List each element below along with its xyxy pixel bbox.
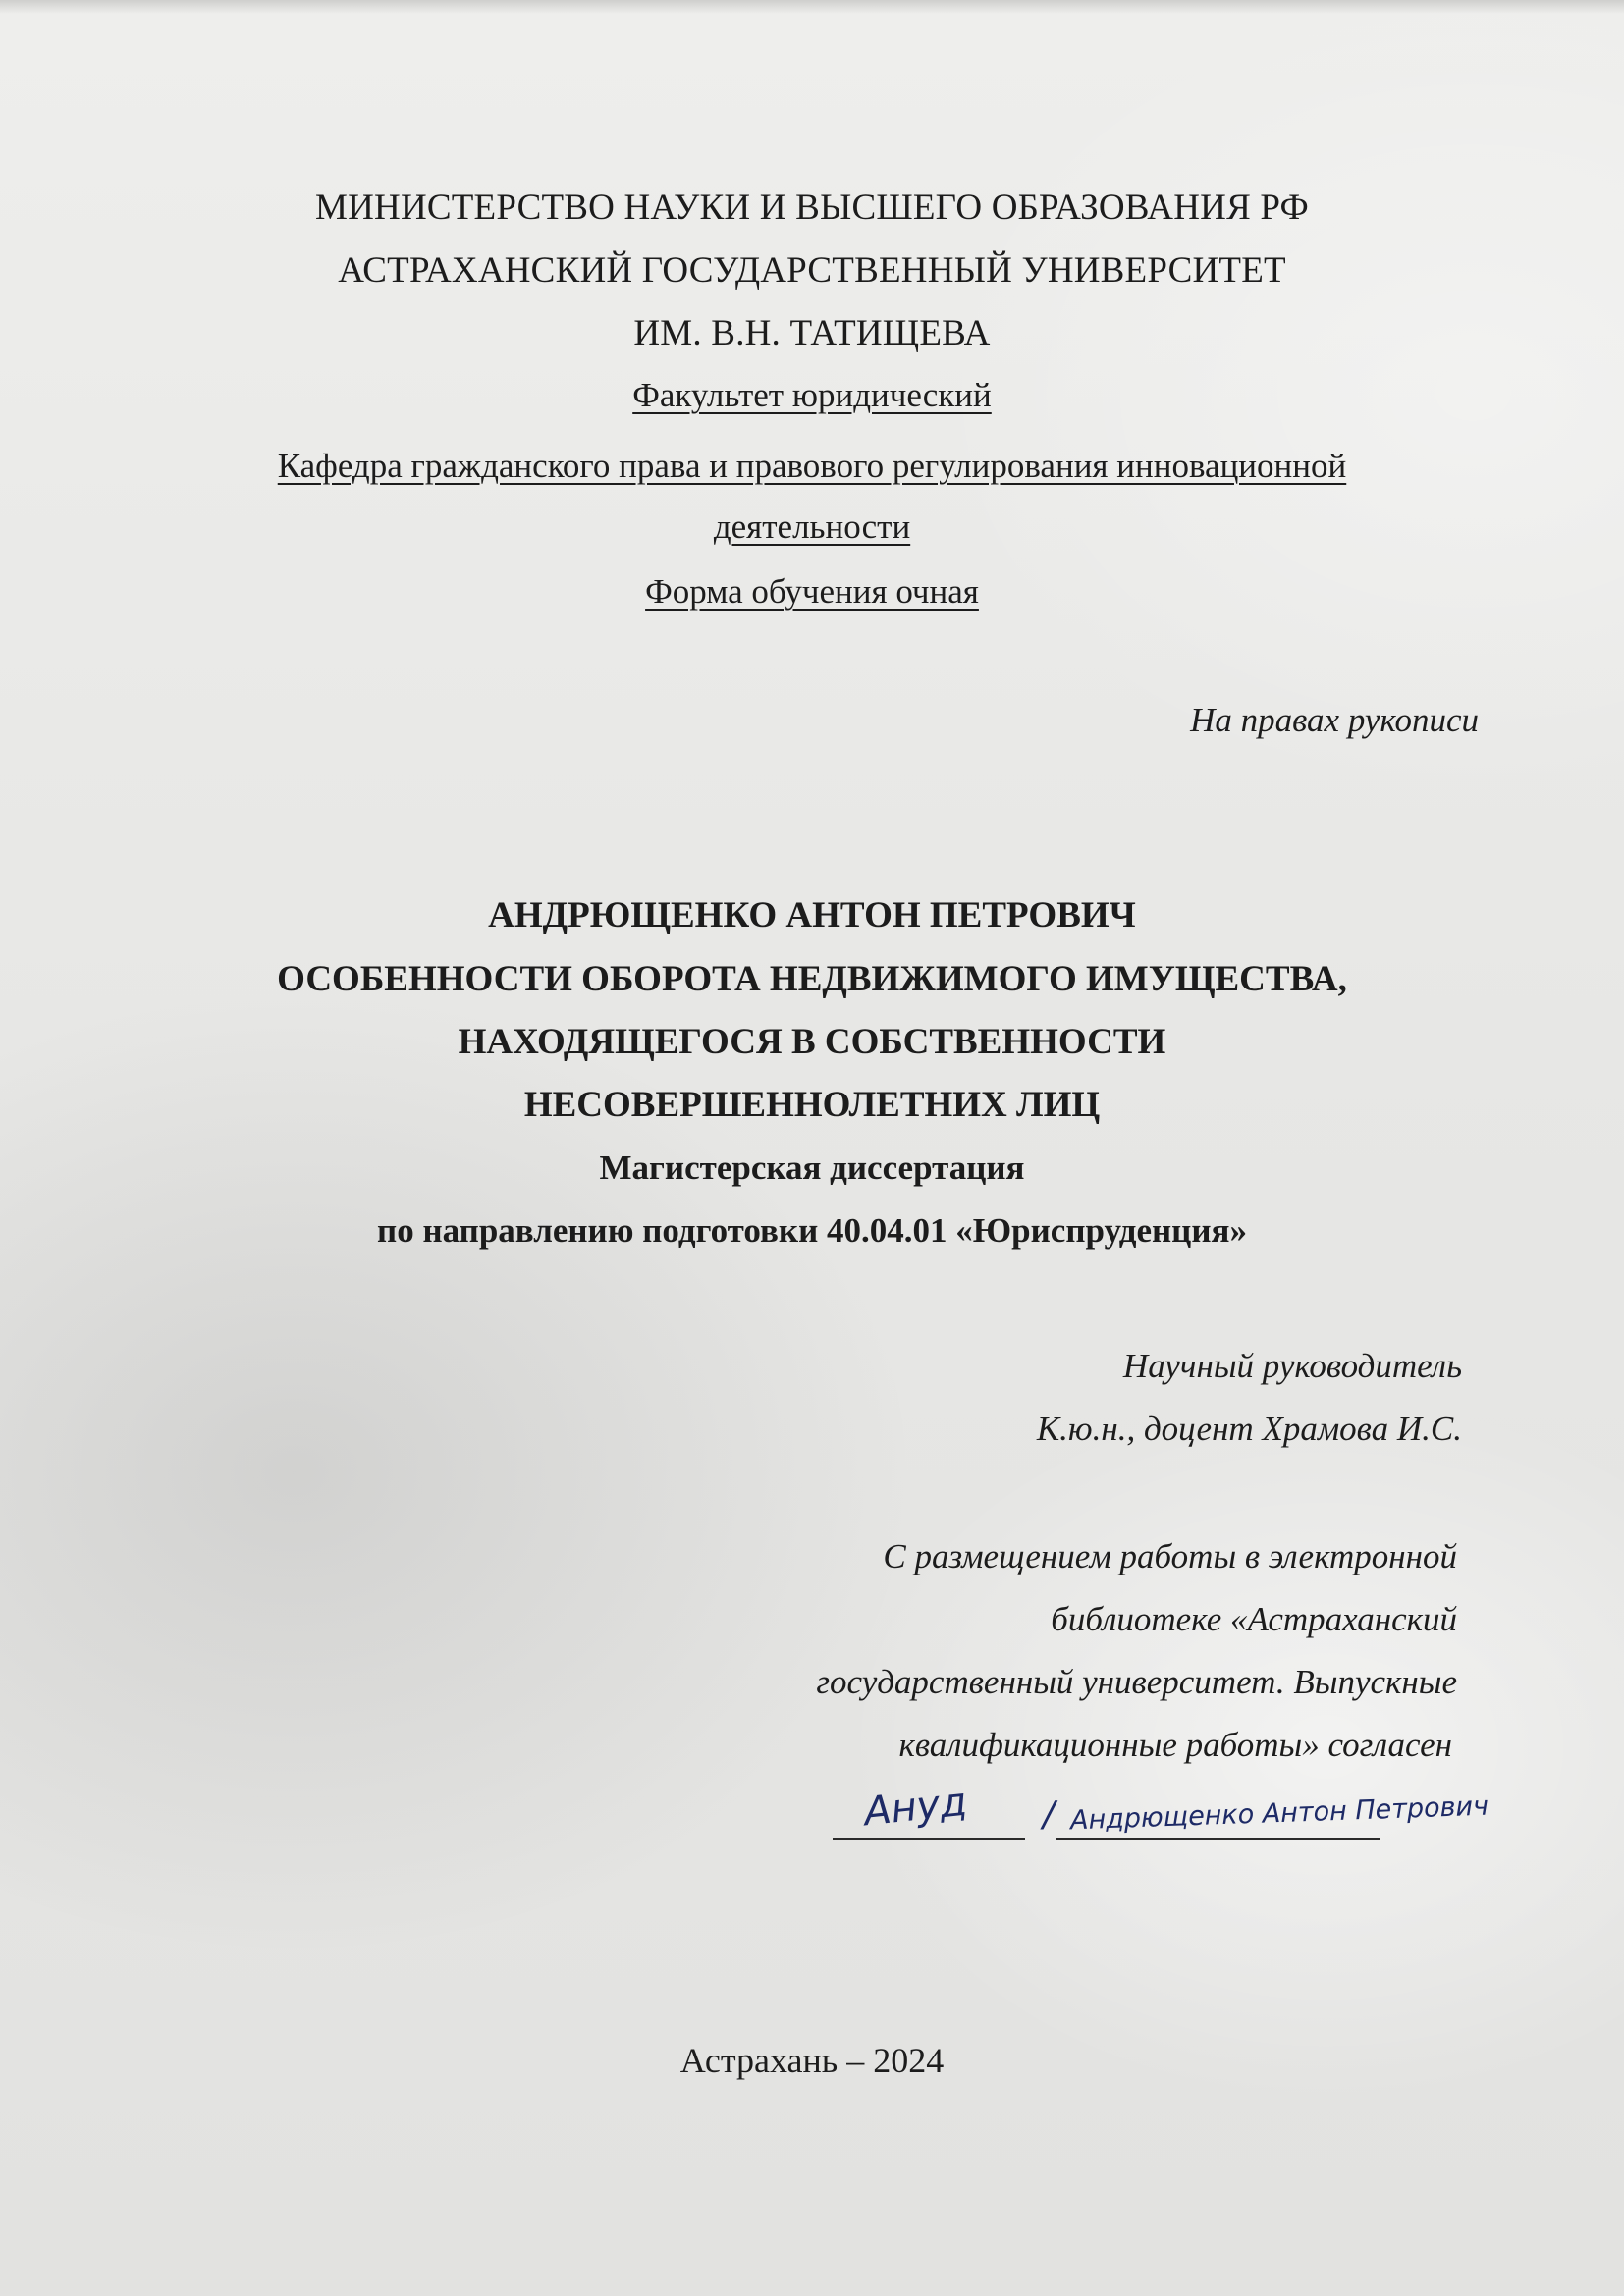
consent-line-4: квалификационные работы» согласен [898, 1726, 1452, 1764]
faculty-line [0, 376, 1624, 415]
study-direction: по направлению подготовки 40.04.01 «Юриспруденция» [377, 1211, 1247, 1250]
department-line-2 [0, 507, 1624, 547]
ministry-heading: МИНИСТЕРСТВО НАУКИ И ВЫСШЕГО ОБРАЗОВАНИЯ РФ [315, 187, 1309, 228]
department-line-1 [0, 447, 1624, 486]
signature-separator: / [1043, 1794, 1056, 1835]
study-form-text: Форма обучения очная [645, 572, 979, 611]
short-signature: Ануд [861, 1779, 969, 1836]
consent-line-1: С размещением работы в электронной [883, 1537, 1457, 1575]
consent-line-3: государственный университет. Выпускные [816, 1663, 1457, 1701]
department-text-1: Кафедра гражданского права и правового регулирования инновационной [277, 447, 1347, 485]
signature-underline-2 [1056, 1838, 1380, 1840]
named-after-heading: ИМ. В.Н. ТАТИЩЕВА [633, 313, 991, 353]
thesis-title-line-2: НАХОДЯЩЕГОСЯ В СОБСТВЕННОСТИ [458, 1022, 1166, 1062]
sheet-edge [0, 0, 1624, 14]
supervisor-label: Научный руководитель [1122, 1347, 1462, 1385]
department-text-2: деятельности [713, 507, 911, 546]
rights-note: На правах рукописи [1190, 701, 1479, 739]
author-name: АНДРЮЩЕНКО АНТОН ПЕТРОВИЧ [488, 895, 1136, 935]
signature-underline-1 [833, 1838, 1025, 1840]
work-type: Магистерская диссертация [599, 1148, 1025, 1187]
thesis-title-line-1: ОСОБЕННОСТИ ОБОРОТА НЕДВИЖИМОГО ИМУЩЕСТВА, [277, 959, 1347, 999]
university-heading: АСТРАХАНСКИЙ ГОСУДАРСТВЕННЫЙ УНИВЕРСИТЕТ [338, 250, 1286, 291]
full-signature: Андрющенко Антон Петрович [1069, 1790, 1489, 1837]
consent-line-2: библиотеке «Астраханский [1051, 1600, 1457, 1638]
supervisor-name: К.ю.н., доцент Храмова И.С. [1036, 1410, 1462, 1448]
thesis-title-line-3: НЕСОВЕРШЕННОЛЕТНИХ ЛИЦ [523, 1085, 1101, 1125]
study-form-line [0, 572, 1624, 612]
faculty-text: Факультет юридический [632, 376, 992, 414]
city-year: Астрахань – 2024 [679, 2041, 945, 2080]
